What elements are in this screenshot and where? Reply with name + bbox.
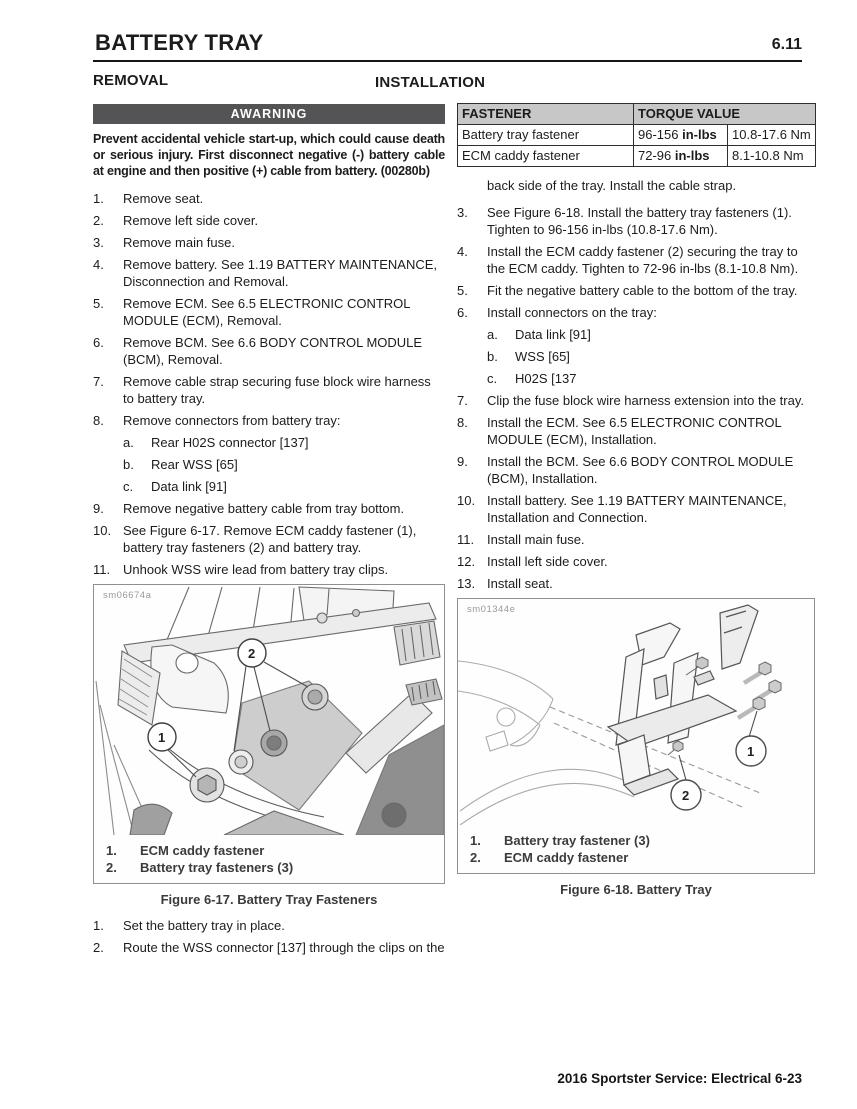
callout-1: 1: [158, 730, 166, 745]
step-number: 6.: [457, 305, 468, 320]
list-item: [93, 190, 445, 207]
list-item: [457, 414, 815, 448]
right-column: [457, 102, 815, 907]
list-item: [93, 412, 445, 429]
torque-table: [457, 103, 816, 167]
step-continuation-text: back side of the tray. Install the cable strap.: [487, 178, 737, 193]
figure-legend: [458, 830, 814, 873]
list-item: [457, 204, 815, 238]
step-text: Data link [91]: [515, 327, 591, 342]
step-text: Install the BCM. See 6.6 BODY CONTROL MODULE (BCM), Installation.: [487, 454, 794, 486]
step-text: Fit the negative battery cable to the bottom of the tray.: [487, 283, 798, 298]
step-text: Install battery. See 1.19 BATTERY MAINTENANCE, Installation and Connection.: [487, 493, 787, 525]
list-item: [93, 234, 445, 251]
legend-item: [106, 842, 444, 859]
list-item: [457, 243, 815, 277]
list-subitem: [457, 326, 815, 343]
battery-tray-fasteners-illustration: [94, 585, 444, 835]
installation-heading: INSTALLATION: [375, 74, 486, 91]
legend-text: Battery tray fastener (3): [504, 833, 650, 848]
legend-item: [106, 859, 444, 876]
step-number: 8.: [457, 415, 468, 430]
list-item: [93, 256, 445, 290]
step-text: Remove seat.: [123, 191, 204, 206]
table-row: [458, 146, 816, 167]
list-item: [93, 212, 445, 229]
fastener-cell: ECM caddy fastener: [458, 146, 634, 167]
step-number: a.: [487, 327, 498, 342]
table-row: [458, 125, 816, 146]
table-header-fastener: FASTENER: [458, 104, 634, 125]
inlbs-cell: [634, 146, 728, 167]
legend-number: 1.: [470, 833, 481, 848]
step-text: Set the battery tray in place.: [123, 918, 285, 933]
legend-number: 1.: [106, 843, 117, 858]
step-text: Clip the fuse block wire harness extension into the tray.: [487, 393, 804, 408]
list-subitem: [93, 478, 445, 495]
step-text: Rear WSS [65]: [151, 457, 238, 472]
legend-text: Battery tray fasteners (3): [140, 860, 294, 875]
list-item: [93, 500, 445, 517]
step-number: c.: [123, 479, 134, 494]
inlbs-cell: [634, 125, 728, 146]
step-number: 9.: [93, 501, 104, 516]
step-text: Route the WSS connector [137] through the clips on the: [123, 940, 445, 955]
callout-2: 2: [248, 646, 256, 661]
step-number: 13.: [457, 576, 476, 591]
step-number: 10.: [457, 493, 476, 508]
installation-steps-right: [457, 204, 815, 592]
list-item: [457, 575, 815, 592]
step-text: WSS [65]: [515, 349, 570, 364]
list-subitem: [93, 456, 445, 473]
step-text: H02S [137: [515, 371, 577, 386]
step-text: Rear H02S connector [137]: [151, 435, 309, 450]
step-number: c.: [487, 371, 498, 386]
step-text: Install the ECM caddy fastener (2) securing the tray to the ECM caddy. Tighten to 72-96 in-lbs (8.1-10.8 Nm).: [487, 244, 799, 276]
list-item: [93, 295, 445, 329]
step-number: 7.: [93, 374, 104, 389]
list-item: [93, 373, 445, 407]
inlbs-value: 96-156: [638, 127, 683, 142]
step-number: 8.: [93, 413, 104, 428]
step-number: 1.: [93, 191, 104, 206]
step-number: 7.: [457, 393, 468, 408]
step-text: Remove connectors from battery tray:: [123, 413, 341, 428]
figure-6-18: [457, 598, 815, 874]
step-text: Remove BCM. See 6.6 BODY CONTROL MODULE (BCM), Removal.: [123, 335, 423, 367]
warning-text: Prevent accidental vehicle start-up, which could cause death or serious injury. First disconnect negative (-) battery cable at engine and then positive (+) cable from battery. (00280b): [93, 132, 445, 178]
table-header-torque: TORQUE VALUE: [634, 104, 816, 125]
inlbs-value: 72-96: [638, 148, 675, 163]
step-number: b.: [487, 349, 498, 364]
step-text: Data link [91]: [151, 479, 227, 494]
figure-legend: [94, 840, 444, 883]
step-number: 4.: [457, 244, 468, 259]
battery-tray-illustration: [458, 599, 814, 825]
step-text: See Figure 6-17. Remove ECM caddy fastener (1), battery tray fasteners (2) and battery tray.: [123, 523, 417, 555]
nm-cell: 8.1-10.8 Nm: [728, 146, 816, 167]
step-number: 11.: [93, 562, 111, 577]
callout-1: 1: [747, 744, 755, 759]
section-number: 6.11: [771, 36, 802, 53]
installation-steps-left: [93, 917, 445, 956]
legend-number: 2.: [470, 850, 481, 865]
step-number: 5.: [457, 283, 468, 298]
step-text: Install seat.: [487, 576, 553, 591]
step-number: 1.: [93, 918, 104, 933]
step-text: Remove cable strap securing fuse block wire harness to battery tray.: [123, 374, 431, 406]
step-text: Remove battery. See 1.19 BATTERY MAINTENANCE, Disconnection and Removal.: [123, 257, 438, 289]
step-number: a.: [123, 435, 134, 450]
step-text: Install the ECM. See 6.5 ELECTRONIC CONTROL MODULE (ECM), Installation.: [487, 415, 782, 447]
legend-item: [470, 832, 814, 849]
step-number: 2.: [93, 940, 104, 955]
step-number: 12.: [457, 554, 476, 569]
step-text: Remove ECM. See 6.5 ELECTRONIC CONTROL MODULE (ECM), Removal.: [123, 296, 411, 328]
callout-2: 2: [682, 788, 690, 803]
legend-item: [470, 849, 814, 866]
step-text: Remove negative battery cable from tray bottom.: [123, 501, 405, 516]
list-item: [457, 553, 815, 570]
step-text: Install connectors on the tray:: [487, 305, 657, 320]
step-text: Install main fuse.: [487, 532, 585, 547]
figure-watermark: sm06674a: [103, 590, 152, 601]
figure-caption: Figure 6-17. Battery Tray Fasteners: [160, 892, 378, 907]
list-subitem: [457, 348, 815, 365]
list-item: [457, 304, 815, 321]
left-column: [93, 104, 445, 961]
step-number: 9.: [457, 454, 468, 469]
page-title: BATTERY TRAY: [95, 30, 264, 55]
list-item: [93, 939, 445, 956]
step-number: b.: [123, 457, 134, 472]
figure-caption: Figure 6-18. Battery Tray: [560, 882, 712, 897]
step-text: Install left side cover.: [487, 554, 608, 569]
list-item: [93, 917, 445, 934]
step-number: 3.: [93, 235, 104, 250]
figure-watermark: sm01344e: [467, 604, 516, 615]
list-item: [457, 453, 815, 487]
step-number: 11.: [457, 532, 475, 547]
legend-text: ECM caddy fastener: [504, 850, 629, 865]
list-subitem: [457, 370, 815, 387]
list-item: [457, 531, 815, 548]
list-subitem: [93, 434, 445, 451]
list-item: [93, 522, 445, 556]
warning-banner: AWARNING: [93, 104, 445, 124]
step-text: Remove left side cover.: [123, 213, 259, 228]
list-item: [93, 334, 445, 368]
step-number: 5.: [93, 296, 104, 311]
title-rule: [93, 60, 802, 62]
removal-steps: [93, 190, 445, 578]
list-item: [457, 282, 815, 299]
step-text: Unhook WSS wire lead from battery tray clips.: [123, 562, 389, 577]
figure-6-17: [93, 584, 445, 884]
step-number: 2.: [93, 213, 104, 228]
step-number: 3.: [457, 205, 468, 220]
table-header-row: [458, 104, 816, 125]
list-item: [93, 561, 445, 578]
legend-text: ECM caddy fastener: [140, 843, 265, 858]
step-number: 4.: [93, 257, 104, 272]
step-number: 10.: [93, 523, 112, 538]
step-text: Remove main fuse.: [123, 235, 235, 250]
legend-number: 2.: [106, 860, 117, 875]
inlbs-unit: in-lbs: [682, 127, 717, 142]
nm-cell: 10.8-17.6 Nm: [728, 125, 816, 146]
step-text: See Figure 6-18. Install the battery tray fasteners (1). Tighten to 96-156 in-lbs (10.8-17.6 Nm).: [487, 205, 792, 237]
removal-heading: REMOVAL: [93, 72, 169, 89]
fastener-cell: Battery tray fastener: [458, 125, 634, 146]
list-item: [457, 492, 815, 526]
step-number: 6.: [93, 335, 104, 350]
list-item: [457, 392, 815, 409]
inlbs-unit: in-lbs: [674, 148, 710, 163]
page-footer: 2016 Sportster Service: Electrical 6-23: [557, 1071, 802, 1086]
